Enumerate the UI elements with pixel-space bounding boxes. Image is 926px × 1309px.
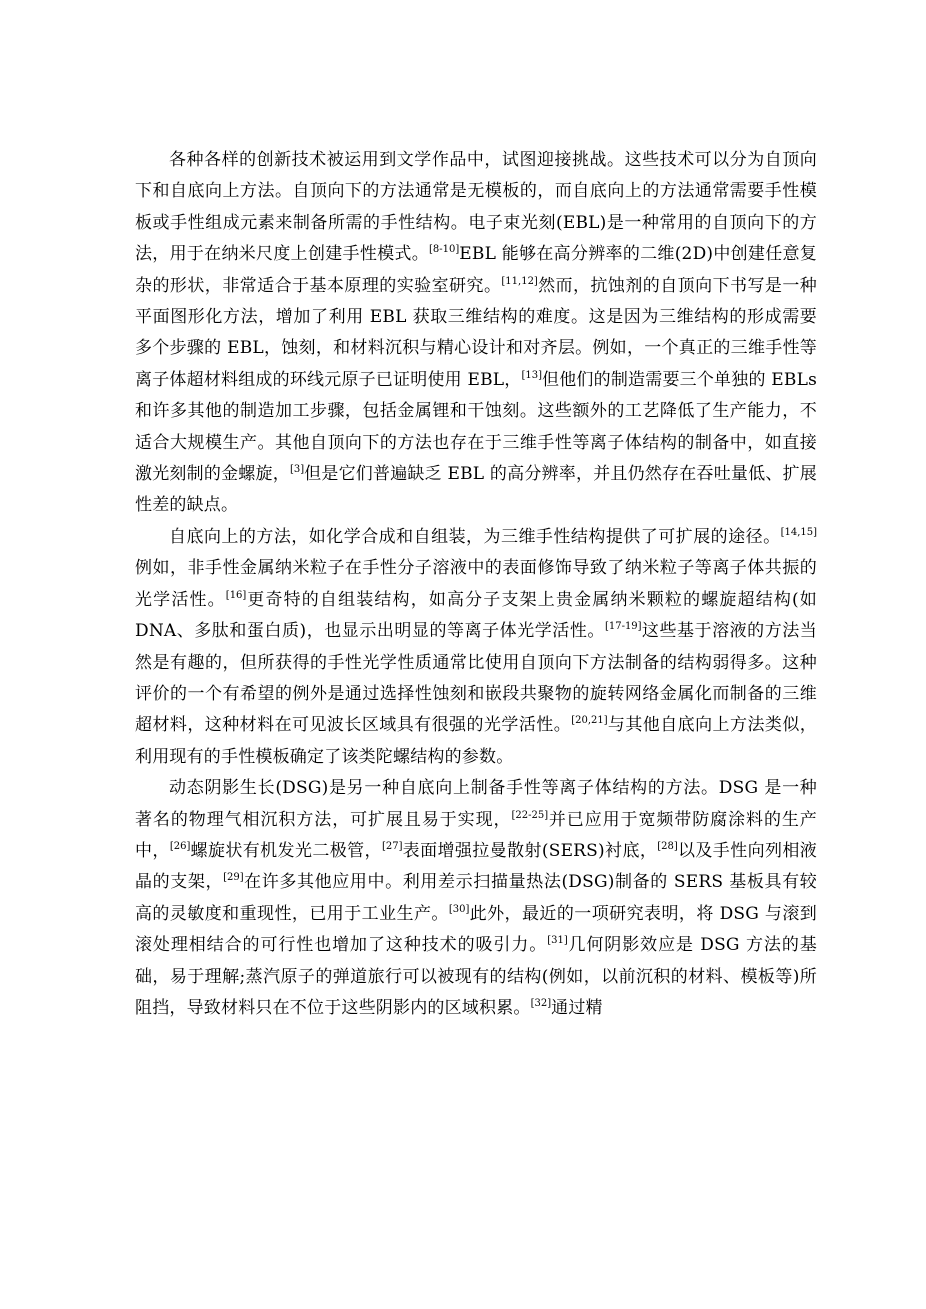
citation-ref: [30] <box>448 903 470 915</box>
citation-ref: [32] <box>530 997 552 1009</box>
citation-ref: [17-19] <box>604 621 642 633</box>
paragraph-3 <box>135 773 817 1024</box>
citation-ref: [29] <box>223 872 244 884</box>
text-run: 但是它们普遍缺乏 EBL 的高分辨率，并且仍然存在吞吐量低、扩展性差的缺点。 <box>135 464 817 516</box>
citation-ref: [26] <box>169 840 191 852</box>
citation-ref: [14,15] <box>780 526 817 538</box>
citation-ref: [13] <box>521 369 543 381</box>
citation-ref: [3] <box>289 464 305 476</box>
citation-ref: [28] <box>657 840 678 852</box>
citation-ref: [27] <box>381 840 403 852</box>
text-run: EBL 能够在高分辨率的二维(2D)中创建任意复杂的形状，非常适合于基本原理的实验室研究。 <box>135 244 818 296</box>
citation-ref: [20,21] <box>571 715 608 727</box>
text-run: 例如，非手性金属纳米粒子在手性分子溶液中的表面修饰导致了纳米粒子等离子体共振的光学活性。 <box>135 558 817 610</box>
text-run: 并已应用于宽频带防腐涂料的生产中， <box>135 809 818 861</box>
text-run: 更奇特的自组装结构，如高分子支架上贵金属纳米颗粒的螺旋超结构(如 DNA、多肽和蛋白质)，也显示出明显的等离子体光学活性。 <box>135 589 818 642</box>
text-run: 与其他自底向上方法类似，利用现有的手性模板确定了该类陀螺结构的参数。 <box>135 715 817 767</box>
citation-ref: [16] <box>225 589 247 601</box>
text-run: 此外，最近的一项研究表明，将 DSG 与滚到滚处理相结合的可行性也增加了这种技术的吸引力。 <box>135 903 817 956</box>
text-run: 以及手性向列相液晶的支架， <box>135 840 818 893</box>
text-run: 几何阴影效应是 DSG 方法的基础，易于理解;蒸汽原子的弹道旅行可以被现有的结构(例如，以前沉积的材料、模板等)所阻挡，导致材料只在不位于这些阴影内的区域积累。 <box>135 935 817 1018</box>
text-run: 动态阴影生长(DSG)是另一种自底向上制备手性等离子体结构的方法。DSG 是一种著名的物理气相沉积方法，可扩展且易于实现， <box>135 778 817 830</box>
text-run: 通过精 <box>551 997 603 1018</box>
paragraph-2 <box>135 522 817 773</box>
text-run: 在许多其他应用中。利用差示扫描量热法(DSG)制备的 SERS 基板具有较高的灵敏度和重现性，已用于工业生产。 <box>135 872 817 924</box>
text-run: 然而，抗蚀剂的自顶向下书写是一种平面图形化方法，增加了利用 EBL 获取三维结构的难度。这是因为三维结构的形成需要多个步骤的 EBL，蚀刻，和材料沉积与精心设计和对齐层。例如，一个真正的三维手性等离子体超材料组成的环线元原子已证明使用 EBL， <box>135 275 818 390</box>
paragraph-1 <box>135 145 817 522</box>
text-run: 但他们的制造需要三个单独的 EBLs 和许多其他的制造加工步骤，包括金属锂和干蚀刻。这些额外的工艺降低了生产能力，不适合大规模生产。其他自顶向下的方法也存在于三维手性等离子体结构的制备中，如直接激光刻制的金螺旋， <box>135 369 817 485</box>
citation-ref: [8-10] <box>429 244 460 256</box>
document-page <box>135 145 817 1024</box>
text-run: 自底向上的方法，如化学合成和自组装，为三维手性结构提供了可扩展的途径。 <box>169 526 781 547</box>
citation-ref: [31] <box>547 935 568 947</box>
text-run: 表面增强拉曼散射(SERS)衬底， <box>402 840 658 861</box>
text-run: 各种各样的创新技术被运用到文学作品中，试图迎接挑战。这些技术可以分为自顶向下和自底向上方法。自顶向下的方法通常是无模板的，而自底向上的方法通常需要手性模板或手性组成元素来制备所需的手性结构。电子束光刻(EBL)是一种常用的自顶向下的方法，用于在纳米尺度上创建手性模式。 <box>135 150 817 265</box>
text-run: 这些基于溶液的方法当然是有趣的，但所获得的手性光学性质通常比使用自顶向下方法制备的结构弱得多。这种评价的一个有希望的例外是通过选择性蚀刻和嵌段共聚物的旋转网络金属化而制备的三维超材料，这种材料在可见波长区域具有很强的光学活性。 <box>135 621 818 736</box>
text-run: 螺旋状有机发光二极管， <box>190 840 382 861</box>
citation-ref: [11,12] <box>501 275 538 287</box>
citation-ref: [22-25] <box>511 809 549 821</box>
